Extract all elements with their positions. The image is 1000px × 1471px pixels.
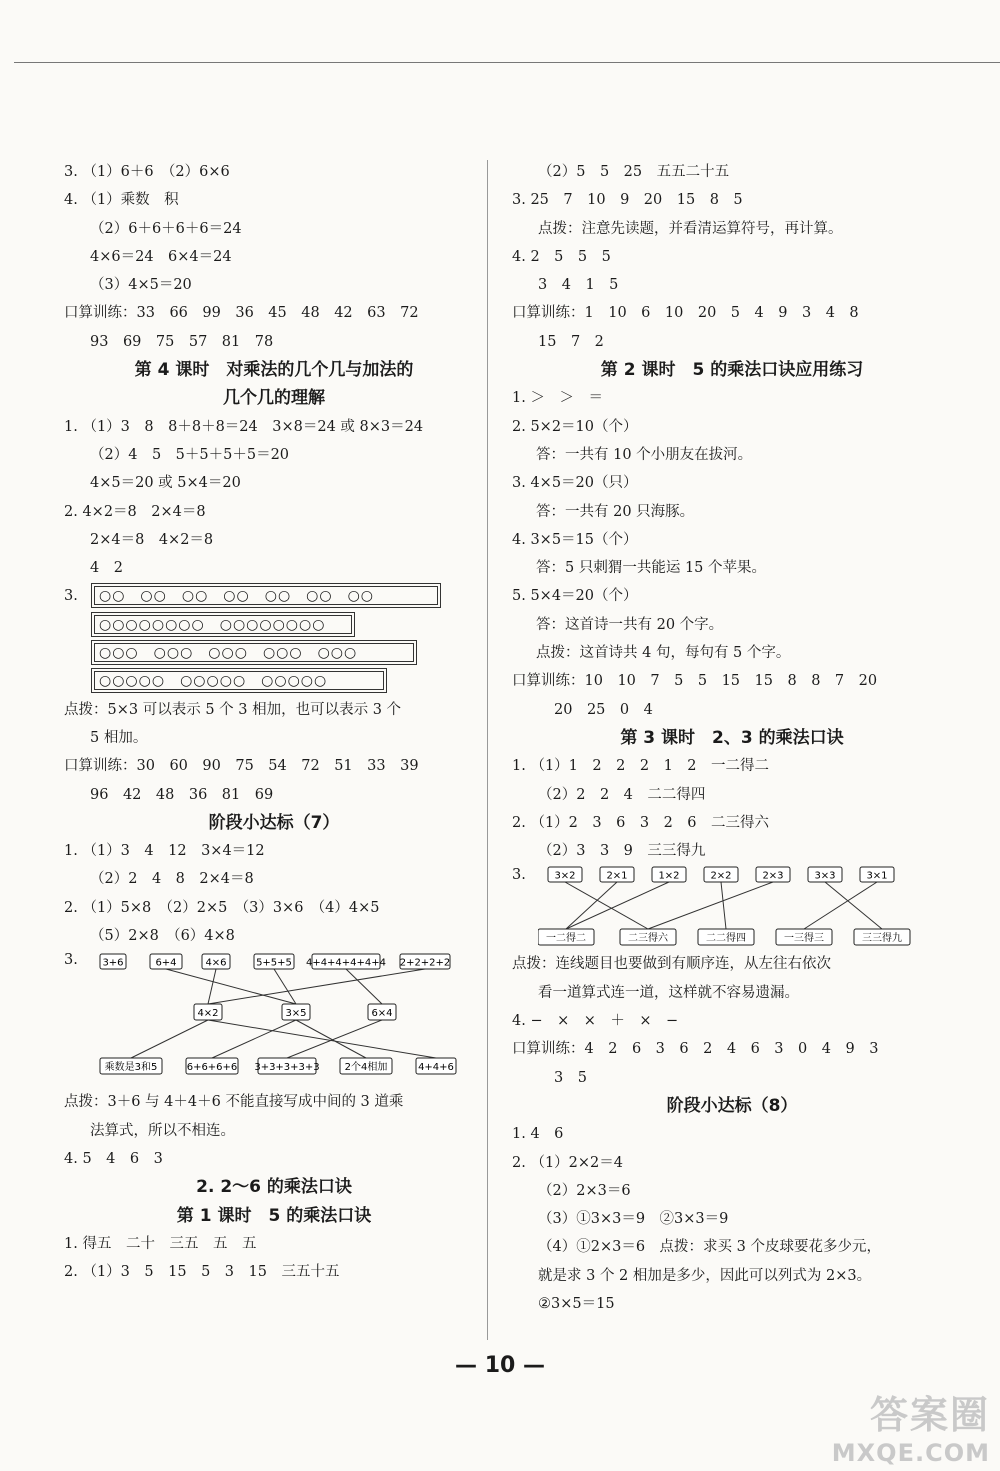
answer-line: 点拨：连线题目也要做到有顺序连，从左往右依次 [512,956,831,973]
top-expression: 6+4 [155,957,177,969]
answer-line: 96 42 48 36 81 69 [90,786,274,803]
connector-line [212,1020,296,1058]
bottom-box [776,929,832,945]
top-box [400,954,451,969]
page-number: — 10 — [455,1353,545,1378]
top-box [652,867,686,882]
bottom-expression: 三三得九 [862,933,902,945]
bottom-expression: 乘数是3和5 [104,1062,158,1074]
answer-line: 1. ＞ ＞ ＝ [512,390,603,407]
top-expression: 5+5+5 [256,957,292,969]
section-heading: 第 3 课时 2、3 的乘法口诀 [620,727,844,748]
bottom-expression: 一三得三 [784,933,824,945]
answer-line: 4. − × × ＋ × − [512,1013,679,1030]
right-column [512,158,952,1318]
answer-line: 5 相加。 [90,729,148,746]
answer-line: （3）①3×3＝9 ②3×3＝9 [538,1211,729,1228]
top-box [704,867,738,882]
answer-line: 2. （1）2×2＝4 [512,1154,623,1171]
answer-line: （2）2 4 8 2×4＝8 [90,871,254,888]
answer-line: 法算式，所以不相连。 [90,1122,235,1139]
circle-group-box: ○○ ○○ ○○ ○○ ○○ ○○ ○○ [94,586,438,605]
top-expression: 2+2+2+2 [399,957,451,969]
top-expression: 4×6 [205,957,227,969]
matching-exercise [512,865,952,950]
answer-line: 15 7 2 [538,333,604,350]
connector-line [208,969,216,1004]
answer-line: 2×4＝8 4×2＝8 [90,531,214,548]
bottom-expression: 2个4相加 [344,1062,388,1074]
top-box [150,954,182,969]
connector-line [208,1020,436,1058]
answer-line: （3）4×5＝20 [90,277,192,294]
section-heading: 第 1 课时 5 的乘法口诀 [176,1205,372,1226]
connector-line [346,969,382,1004]
connector-line [166,969,296,1004]
answer-line: 1. 4 6 [512,1126,564,1143]
answer-line: 答：一共有 20 只海豚。 [536,503,695,520]
circle-group-box: ○○○○○○○○ ○○○○○○○○ [94,615,352,634]
answer-line: 3. 4×5＝20（只） [512,475,638,492]
section-heading: 第 2 课时 5 的乘法口诀应用练习 [600,360,864,381]
answer-line: ②3×5＝15 [538,1295,615,1312]
answer-line: 答：一共有 10 个小朋友在拔河。 [536,446,753,463]
answer-line: 点拨：注意先读题，并看清运算符号，再计算。 [538,220,843,237]
answer-line: 口算训练：10 10 7 5 5 15 15 8 8 7 20 [512,673,878,690]
top-box [306,954,386,969]
bottom-expression: 一二得二 [546,933,586,945]
connector-line [721,882,726,929]
connector-line [287,1020,382,1058]
answer-line: 3. （1）6＋6 （2）6×6 [64,164,230,180]
top-box [808,867,842,882]
answer-line: （2）6＋6＋6＋6＝24 [90,220,242,237]
matching-diagram-left [90,950,480,1085]
middle-expression: 6×4 [371,1008,393,1020]
answer-line: 口算训练：4 2 6 3 6 2 4 6 3 0 4 9 3 [512,1041,879,1058]
bottom-expression: 二二得四 [706,933,746,945]
middle-box [368,1004,396,1020]
answer-line: 4. （1）乘数 积 [64,192,179,209]
answer-line: （2）3 3 9 三三得九 [538,843,706,860]
answer-line: 20 25 0 4 [554,701,653,718]
answer-line: 看一道算式连一道，这样就不容易遗漏。 [538,984,799,1001]
answer-line: （2）2 2 4 二二得四 [538,786,706,803]
answer-line: 4×5＝20 或 5×4＝20 [90,475,241,492]
top-expression: 2×1 [606,870,628,882]
middle-box [194,1004,222,1020]
answer-line: 2. （1）3 5 15 5 3 15 三五十五 [64,1264,340,1281]
top-expression: 2×2 [710,870,732,882]
answer-line: 点拨：这首诗共 4 句，每句有 5 个字。 [536,645,791,662]
section-heading: 2. 2～6 的乘法口诀 [196,1177,352,1198]
answer-line: 口算训练：33 66 99 36 45 48 42 63 72 [64,305,419,322]
answer-line: （2）4 5 5＋5＋5＋5＝20 [90,446,290,463]
answer-line: 5. 5×4＝20（个） [512,588,638,605]
matching-exercise [64,950,484,1088]
section-heading: 几个几的理解 [223,388,325,409]
top-expression: 4+4+4+4+4+4 [305,957,387,969]
bottom-expression: 3+3+3+3+3 [254,1062,320,1074]
answer-line: 4 2 [90,560,123,577]
connector-line [804,882,877,929]
answer-line: 就是求 3 个 2 相加是多少，因此可以列式为 2×3。 [538,1267,872,1284]
top-rule [14,62,1000,63]
answer-line: 答：这首诗一共有 20 个字。 [536,616,724,633]
item-number: 3. [512,867,526,884]
section-heading: 阶段小达标（8） [666,1095,798,1116]
answer-line: （4）①2×3＝6 点拨：求买 3 个皮球要花多少元， [538,1239,881,1256]
item-number: 3. [64,952,78,969]
answer-line: 4×6＝24 6×4＝24 [90,248,232,265]
bottom-box [100,1058,162,1074]
bottom-box [416,1058,456,1074]
middle-box [282,1004,310,1020]
answer-line: 4. 2 5 5 5 [512,248,611,265]
circle-group-box: ○○○○○ ○○○○○ ○○○○○ [94,671,384,690]
answer-line: 1. （1）1 2 2 2 1 2 一二得二 [512,758,770,775]
answer-line: 3 4 1 5 [538,277,619,294]
answer-line: 2. 4×2＝8 2×4＝8 [64,503,206,520]
middle-expression: 4×2 [197,1008,219,1020]
bottom-expression: 二三得六 [628,933,668,945]
answer-line: 1. （1）3 8 8＋8＋8＝24 3×8＝24 或 8×3＝24 [64,418,424,435]
matching-diagram-right [538,865,918,950]
section-heading: 阶段小达标（7） [208,812,340,833]
answer-line: 答：5 只刺猬一共能运 15 个苹果。 [536,560,767,577]
top-expression: 2×3 [762,870,784,882]
bottom-expression: 4+4+6 [418,1062,454,1074]
answer-line: 93 69 75 57 81 78 [90,333,274,350]
connector-line [208,969,425,1004]
bottom-expression: 6+6+6+6 [186,1062,238,1074]
bottom-box [620,929,676,945]
answer-line: 点拨：3＋6 与 4＋4＋6 不能直接写成中间的 3 道乘 [64,1094,404,1111]
top-expression: 3×2 [554,870,576,882]
answer-line: 3. 25 7 10 9 20 15 8 5 [512,192,743,209]
middle-expression: 3×5 [285,1008,307,1020]
circle-group-line [64,667,484,695]
circle-group-line [64,611,484,639]
answer-line: （5）2×8 （6）4×8 [90,928,235,945]
connector-line [825,882,882,929]
connector-line [566,882,617,929]
answer-line: 4. 3×5＝15（个） [512,531,638,548]
top-expression: 3×1 [866,870,888,882]
bottom-box [186,1058,238,1074]
connector-line [566,882,669,929]
answer-line: 4. 5 4 6 3 [64,1150,163,1167]
bottom-box [698,929,754,945]
circle-group-box: ○○○ ○○○ ○○○ ○○○ ○○○ [94,643,414,662]
answer-line: 3 5 [554,1069,587,1086]
top-box [100,954,126,969]
answer-line: 2. （1）2 3 6 3 2 6 二三得六 [512,814,770,831]
section-heading: 第 4 课时 对乘法的几个几与加法的 [134,360,414,381]
item-number: 3. [64,588,78,605]
circle-group-line [64,582,484,610]
site-watermark: 答案圈 MXQE.COM [831,1393,990,1467]
top-box [548,867,582,882]
connector-line [131,1020,208,1058]
answer-line: （2）2×3＝6 [538,1182,631,1199]
column-divider [487,160,488,1340]
bottom-box [854,929,910,945]
answer-line: 口算训练：1 10 6 10 20 5 4 9 3 4 8 [512,305,859,322]
top-box [600,867,634,882]
connector-line [565,882,648,929]
connector-line [296,1020,366,1058]
answer-line: 1. （1）3 4 12 3×4＝12 [64,843,265,860]
top-expression: 3+6 [102,957,124,969]
answer-line: 点拨：5×3 可以表示 5 个 3 相加，也可以表示 3 个 [64,701,402,718]
answer-line: （2）5 5 25 五五二十五 [538,164,730,180]
top-box [756,867,790,882]
bottom-box [340,1058,392,1074]
bottom-box [254,1058,319,1074]
bottom-box [538,929,594,945]
top-box [202,954,230,969]
top-box [860,867,894,882]
left-column [64,158,484,1286]
answer-line: 2. 5×2＝10（个） [512,418,638,435]
top-expression: 1×2 [658,870,680,882]
answer-line: 2. （1）5×8 （2）2×5 （3）3×6 （4）4×5 [64,899,380,916]
answer-line: 口算训练：30 60 90 75 54 72 51 33 39 [64,758,419,775]
answer-line: 1. 得五 二十 三五 五 五 [64,1235,257,1252]
top-box [254,954,294,969]
circle-group-line [64,639,484,667]
connector-line [648,882,773,929]
top-expression: 3×3 [814,870,836,882]
